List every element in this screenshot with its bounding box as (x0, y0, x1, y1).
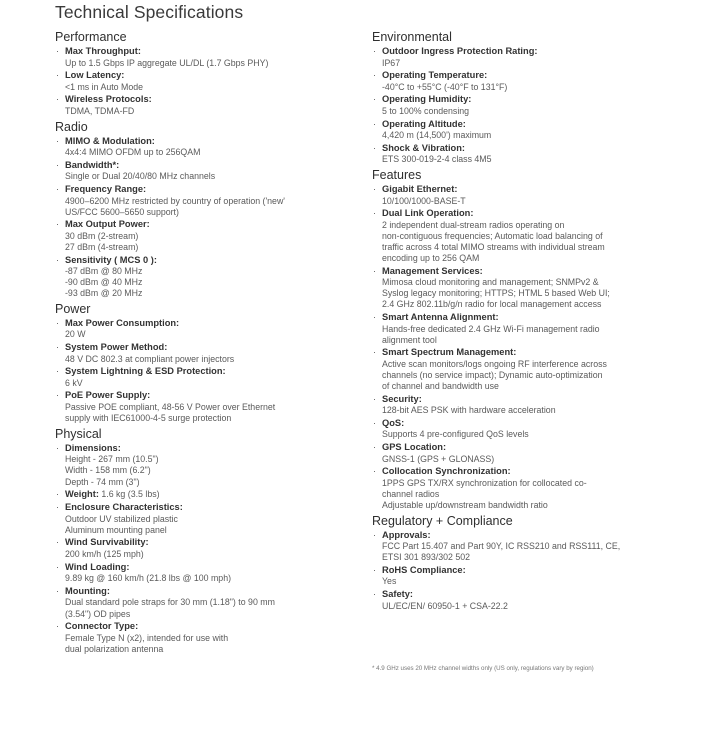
bullet-icon: · (56, 342, 59, 353)
spec-label: Wind Loading: (65, 561, 130, 572)
spec-value (65, 354, 355, 365)
spec-item-system-lightning-esd-protection (55, 366, 355, 389)
bullet-icon: · (373, 529, 376, 540)
spec-value (382, 576, 672, 587)
spec-value (382, 130, 672, 141)
spec-label: Outdoor Ingress Protection Rating: (382, 46, 538, 56)
spec-label: RoHS Compliance: (382, 564, 466, 575)
spec-value-line: Single or Dual 20/40/80 MHz channels (65, 171, 216, 182)
spec-label: Enclosure Characteristics: (65, 502, 183, 513)
bullet-icon: · (56, 442, 59, 453)
spec-value-line: Width - 158 mm (6.2") (65, 465, 151, 476)
spec-value-line: 4900–6200 MHz restricted by country of operation ('new' (65, 195, 285, 206)
spec-value (382, 324, 672, 346)
spec-value (382, 405, 672, 416)
spec-item-weight (55, 489, 355, 501)
bullet-icon: · (373, 46, 376, 56)
spec-value (65, 597, 355, 619)
spec-label: Shock & Vibration: (382, 142, 465, 153)
spec-value-line: 1PPS GPS TX/RX synchronization for collocated co- (382, 477, 587, 488)
spec-value-line: IP67 (382, 57, 401, 68)
spec-label: Operating Altitude: (382, 118, 466, 129)
spec-item-enclosure-characteristics (55, 502, 355, 536)
spec-label: Wireless Protocols: (65, 94, 152, 105)
spec-value (65, 454, 355, 487)
spec-label: Operating Humidity: (382, 94, 472, 105)
spec-item-outdoor-ingress-protection-rating (372, 46, 672, 69)
bullet-icon: · (373, 183, 376, 194)
spec-label (65, 489, 355, 501)
spec-item-max-throughput (55, 46, 355, 69)
spec-value-line: dual polarization antenna (65, 643, 164, 654)
spec-value-line: 10/100/1000-BASE-T (382, 195, 466, 206)
bullet-icon: · (373, 417, 376, 428)
spec-value-line: Height - 267 mm (10.5") (65, 454, 159, 465)
bullet-icon: · (56, 489, 59, 500)
spec-value (382, 220, 672, 264)
spec-value-line: alignment tool (382, 334, 437, 345)
spec-value-line: 2 independent dual-stream radios operating on (382, 219, 565, 230)
spec-item-smart-spectrum-management (372, 347, 672, 392)
spec-label: Max Output Power: (65, 219, 150, 230)
spec-value (65, 231, 355, 253)
spec-value (65, 82, 355, 93)
spec-value-line: -40°C to +55°C (-40°F to 131°F) (382, 81, 508, 92)
spec-item-dimensions (55, 443, 355, 488)
spec-value (65, 549, 355, 560)
bullet-icon: · (56, 94, 59, 105)
spec-value-line: Aluminum mounting panel (65, 524, 167, 535)
spec-label: Sensitivity ( MCS 0 ): (65, 254, 157, 265)
bullet-icon: · (56, 390, 59, 401)
spec-label: Approvals: (382, 529, 431, 540)
spec-value-line: UL/EC/EN/ 60950-1 + CSA-22.2 (382, 600, 508, 611)
spec-label: Gigabit Ethernet: (382, 183, 458, 194)
bullet-icon: · (373, 118, 376, 129)
spec-label-text: Weight: (65, 489, 99, 500)
spec-value-line: -93 dBm @ 20 MHz (65, 288, 143, 299)
spec-value-line: 200 km/h (125 mph) (65, 549, 144, 560)
bullet-icon: · (373, 311, 376, 322)
spec-label: Operating Temperature: (382, 70, 488, 81)
spec-value (65, 171, 355, 182)
section-features (372, 167, 672, 511)
spec-inline-value: 1.6 kg (3.5 lbs) (98, 489, 160, 500)
spec-item-operating-humidity (372, 94, 672, 117)
spec-label: GPS Location: (382, 442, 447, 452)
section-title: Regulatory + Compliance (372, 513, 513, 528)
spec-label: Connector Type: (65, 621, 139, 632)
spec-label: Max Power Consumption: (65, 317, 180, 328)
spec-label: System Power Method: (65, 342, 168, 353)
spec-value-line: Passive POE compliant, 48-56 V Power over Ethernet (65, 402, 276, 413)
spec-value (382, 541, 672, 563)
spec-value-line: supply with IEC61000-4-5 surge protection (65, 413, 232, 424)
bullet-icon: · (56, 135, 59, 146)
spec-value (382, 82, 672, 93)
bullet-icon: · (56, 317, 59, 328)
spec-value-line: of channel and bandwidth use (382, 381, 499, 392)
spec-item-bandwidth (55, 160, 355, 183)
section-title: Power (55, 301, 91, 316)
section-physical (55, 426, 355, 655)
spec-item-rohs-compliance (372, 565, 672, 588)
spec-value-line: Adjustable up/downstream bandwidth ratio (382, 499, 548, 510)
spec-value (382, 359, 672, 392)
bullet-icon: · (373, 466, 376, 477)
spec-value-line: Mimosa cloud monitoring and management; SNMPv2 & (382, 277, 599, 288)
bullet-icon: · (56, 585, 59, 596)
bullet-icon: · (373, 265, 376, 276)
spec-item-wireless-protocols (55, 94, 355, 117)
section-title: Performance (55, 30, 127, 44)
footnote: * 4.9 GHz uses 20 MHz channel widths only (US only, regulations vary by region) (372, 665, 594, 672)
spec-value-line: 2.4 GHz 802.11b/g/n radio for local management access (382, 299, 602, 310)
bullet-icon: · (373, 347, 376, 358)
spec-value (65, 196, 355, 218)
spec-value (65, 329, 355, 340)
spec-label: Frequency Range: (65, 183, 147, 194)
spec-value-line: channel radios (382, 488, 440, 499)
spec-value-line: Supports 4 pre-configured QoS levels (382, 429, 529, 440)
spec-label: PoE Power Supply: (65, 390, 151, 401)
bullet-icon: · (56, 46, 59, 56)
bullet-icon: · (373, 393, 376, 404)
spec-item-low-latency (55, 70, 355, 93)
spec-value-line: Syslog legacy monitoring; HTTPS; HTML 5 based Web UI; (382, 288, 610, 299)
spec-label: Management Services: (382, 265, 483, 276)
spec-item-qos (372, 418, 672, 441)
bullet-icon: · (56, 502, 59, 513)
spec-label: Collocation Synchronization: (382, 466, 511, 477)
spec-value-line: ETS 300-019-2-4 class 4M5 (382, 154, 492, 165)
bullet-icon: · (373, 564, 376, 575)
spec-item-gps-location (372, 442, 672, 465)
spec-value (65, 402, 355, 424)
spec-value (382, 106, 672, 117)
spec-item-shock-vibration (372, 143, 672, 166)
spec-item-system-power-method (55, 342, 355, 365)
spec-value-line: 128-bit AES PSK with hardware acceleration (382, 405, 556, 416)
spec-value-line: 4,420 m (14,500') maximum (382, 130, 492, 141)
spec-value-line: encoding up to 256 QAM (382, 253, 480, 263)
spec-item-dual-link-operation (372, 208, 672, 264)
spec-value (65, 573, 355, 584)
spec-label: Safety: (382, 589, 414, 600)
spec-value-line: 48 V DC 802.3 at compliant power injectors (65, 353, 235, 364)
spec-item-gigabit-ethernet (372, 184, 672, 207)
section-title: Radio (55, 119, 88, 134)
spec-value-line: channels (no service impact); Dynamic auto-optimization (382, 369, 603, 380)
spec-value-line: -90 dBm @ 40 MHz (65, 277, 143, 288)
bullet-icon: · (56, 159, 59, 170)
spec-item-operating-temperature (372, 70, 672, 93)
spec-value (65, 378, 355, 389)
spec-item-operating-altitude (372, 119, 672, 142)
spec-item-frequency-range (55, 184, 355, 218)
bullet-icon: · (56, 366, 59, 377)
right-column (372, 29, 672, 613)
spec-item-mimo-modulation (55, 136, 355, 159)
bullet-icon: · (56, 183, 59, 194)
spec-value-line: 30 dBm (2-stream) (65, 230, 139, 241)
spec-item-wind-survivability (55, 537, 355, 560)
bullet-icon: · (373, 442, 376, 452)
spec-value-line: 6 kV (65, 377, 83, 388)
spec-value (382, 601, 672, 612)
spec-label: Dual Link Operation: (382, 208, 474, 219)
spec-value-line: FCC Part 15.407 and Part 90Y, IC RSS210 and RSS111, CE, (382, 541, 621, 552)
bullet-icon: · (56, 621, 59, 632)
spec-value-line: Active scan monitors/logs ongoing RF interference across (382, 358, 607, 369)
spec-item-mounting (55, 586, 355, 620)
spec-value (65, 266, 355, 299)
spec-value-line: TDMA, TDMA-FD (65, 105, 135, 116)
spec-value (382, 454, 672, 465)
bullet-icon: · (373, 70, 376, 81)
spec-value-line: 5 to 100% condensing (382, 105, 470, 116)
spec-label: Wind Survivability: (65, 537, 149, 548)
spec-item-wind-loading (55, 562, 355, 585)
spec-value-line: -87 dBm @ 80 MHz (65, 266, 143, 277)
spec-label: Smart Spectrum Management: (382, 347, 517, 358)
spec-item-connector-type (55, 621, 355, 655)
left-column (55, 29, 355, 656)
spec-value-line: US/FCC 5600–5650 support) (65, 206, 179, 217)
spec-value-line: Dual standard pole straps for 30 mm (1.18") to 90 mm (65, 597, 275, 608)
spec-item-smart-antenna-alignment (372, 312, 672, 346)
spec-value (382, 196, 672, 207)
spec-label: Low Latency: (65, 70, 125, 81)
bullet-icon: · (373, 208, 376, 219)
spec-item-management-services (372, 266, 672, 311)
spec-value-line: Yes (382, 576, 397, 587)
spec-value (382, 154, 672, 165)
spec-value (382, 429, 672, 440)
spec-value (65, 514, 355, 536)
spec-item-max-power-consumption (55, 318, 355, 341)
bullet-icon: · (373, 589, 376, 600)
section-radio (55, 119, 355, 300)
bullet-icon: · (373, 94, 376, 105)
spec-value-line: GNSS-1 (GPS + GLONASS) (382, 453, 495, 464)
bullet-icon: · (56, 219, 59, 230)
section-title: Physical (55, 426, 102, 441)
spec-label: Dimensions: (65, 442, 121, 453)
spec-item-security (372, 394, 672, 417)
bullet-icon: · (56, 254, 59, 265)
spec-value-line: 4x4:4 MIMO OFDM up to 256QAM (65, 147, 201, 158)
spec-value-line: 27 dBm (4-stream) (65, 241, 139, 252)
page-title: Technical Specifications (55, 2, 244, 22)
spec-value-line: traffic across 4 total MIMO streams with individual stream (382, 241, 605, 252)
bullet-icon: · (56, 561, 59, 572)
spec-label: MIMO & Modulation: (65, 135, 155, 146)
spec-value-line: Up to 1.5 Gbps IP aggregate UL/DL (1.7 Gbps PHY) (65, 57, 269, 68)
spec-value (65, 633, 355, 655)
bullet-icon: · (56, 70, 59, 81)
bullet-icon: · (56, 537, 59, 548)
spec-value-line: 9.89 kg @ 160 km/h (21.8 lbs @ 100 mph) (65, 573, 232, 584)
spec-item-collocation-synchronization (372, 466, 672, 511)
spec-item-safety (372, 589, 672, 612)
spec-value (65, 58, 355, 69)
section-title: Environmental (372, 30, 452, 44)
spec-item-approvals (372, 530, 672, 564)
spec-value (65, 147, 355, 158)
bullet-icon: · (373, 142, 376, 153)
section-environmental (372, 29, 672, 165)
spec-label: Bandwidth*: (65, 159, 120, 170)
section-performance (55, 29, 355, 117)
spec-label: System Lightning & ESD Protection: (65, 366, 226, 377)
section-power (55, 301, 355, 424)
spec-value (382, 277, 672, 310)
spec-value-line: Female Type N (x2), intended for use with (65, 632, 229, 643)
spec-value-line: 20 W (65, 329, 86, 340)
section-regulatory-compliance (372, 513, 672, 612)
spec-value-line: ETSI 301 893/302 502 (382, 552, 471, 563)
spec-value-line: (3.54") OD pipes (65, 608, 131, 619)
spec-value-line: Hands-free dedicated 2.4 GHz Wi-Fi management radio (382, 323, 600, 334)
spec-value-line: non-contiguous frequencies; Automatic load balancing of (382, 230, 603, 241)
spec-value (382, 478, 672, 511)
spec-item-max-output-power (55, 219, 355, 253)
spec-value (382, 58, 672, 69)
spec-value-line: Depth - 74 mm (3") (65, 476, 140, 487)
spec-value-line: <1 ms in Auto Mode (65, 81, 143, 92)
spec-label: QoS: (382, 417, 405, 428)
spec-label: Max Throughput: (65, 46, 141, 56)
spec-label: Security: (382, 393, 422, 404)
spec-label: Smart Antenna Alignment: (382, 311, 499, 322)
spec-value (65, 106, 355, 117)
spec-value-line: Outdoor UV stabilized plastic (65, 513, 178, 524)
spec-label: Mounting: (65, 585, 110, 596)
spec-item-sensitivity-mcs-0 (55, 255, 355, 300)
spec-item-poe-power-supply (55, 390, 355, 424)
section-title: Features (372, 167, 422, 182)
